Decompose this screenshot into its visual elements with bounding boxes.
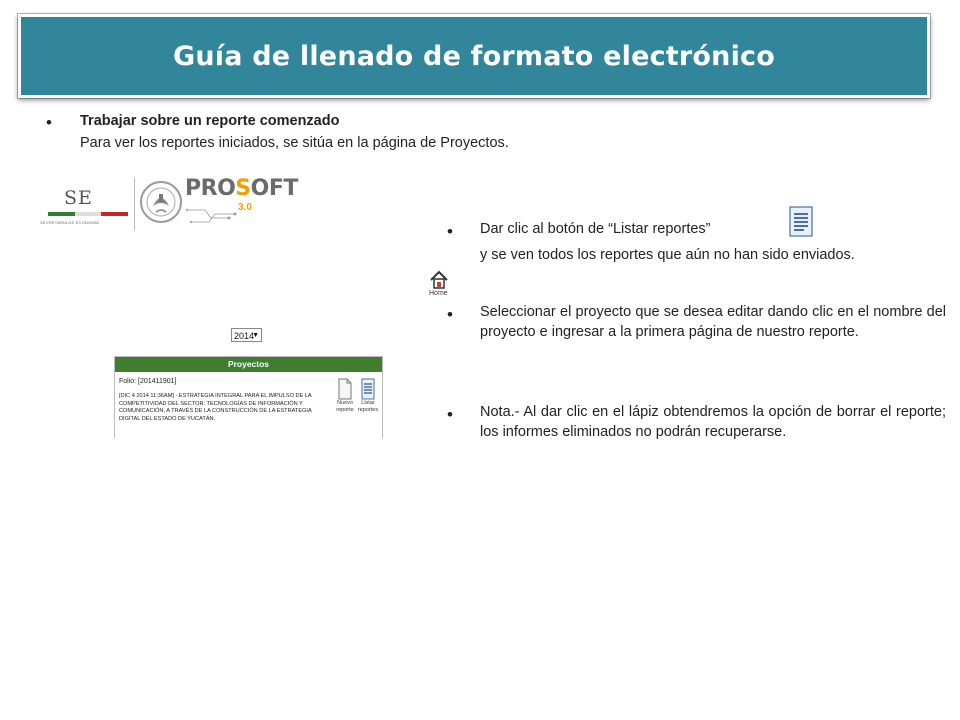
title-banner bbox=[18, 14, 930, 98]
list-reports-button[interactable] bbox=[351, 378, 383, 413]
logos bbox=[40, 172, 298, 234]
page-title: Guía de llenado de formato electrónico bbox=[173, 40, 775, 72]
section-heading: Trabajar sobre un reporte comenzado bbox=[80, 113, 340, 129]
circuit-icon bbox=[185, 204, 245, 228]
home-label: Home bbox=[429, 290, 448, 297]
se-flag-stripe bbox=[48, 212, 128, 216]
bullet-heading: • bbox=[46, 113, 52, 132]
step3-text: Nota.- Al dar clic en el lápiz obtendremos la opción de borrar el reporte; los informes eliminados no podrán recuperarse. bbox=[480, 404, 946, 440]
bullet-step2: • bbox=[447, 305, 453, 324]
project-description[interactable]: [DIC 4 2014 11:36AM] - ESTRATEGIA INTEGRAL PARA EL IMPULSO DE LA COMPETITIVIDAD DEL SECTOR: TECNOLOGÍAS DE INFORMACIÓN Y COMUNICACIÓN, A TRAVÉS DE LA CONSTRUCCIÓN DE LA ESTRATEGIA DIGITAL DEL ESTADO DE YUCATÁN. bbox=[119, 393, 312, 422]
se-logo: SE bbox=[64, 187, 93, 209]
prosoft-logo bbox=[185, 176, 298, 201]
projects-panel bbox=[114, 356, 383, 438]
prosoft-wordmark: PROSOFT bbox=[185, 176, 298, 201]
year-select[interactable] bbox=[231, 328, 262, 342]
chevron-down-icon: ▼ bbox=[252, 332, 259, 339]
list-reports-icon[interactable] bbox=[786, 206, 816, 238]
new-document-icon bbox=[338, 378, 352, 400]
list-reports-label-2: reportes bbox=[357, 406, 379, 413]
list-reports-label-1: Listar bbox=[361, 400, 375, 406]
home-icon bbox=[428, 270, 450, 290]
home-button[interactable] bbox=[428, 270, 450, 300]
se-subtitle: SECRETARÍA DE ECONOMÍA bbox=[40, 220, 100, 225]
step1-line1: Dar clic al botón de “Listar reportes” bbox=[480, 221, 711, 237]
bullet-step3: • bbox=[447, 405, 453, 424]
new-report-label-2: reporte bbox=[336, 406, 354, 413]
project-folio[interactable]: Folio: [201411901] bbox=[119, 378, 177, 385]
bullet-step1: • bbox=[447, 222, 453, 241]
step2-text: Seleccionar el proyecto que se desea editar dando clic en el nombre del proyecto e ingresar a la primera página de nuestro reporte. bbox=[480, 304, 946, 340]
panel-title: Proyectos bbox=[115, 357, 382, 372]
step1-line2: y se ven todos los reportes que aún no han sido enviados. bbox=[480, 247, 855, 263]
section-intro: Para ver los reportes iniciados, se sitúa en la página de Proyectos. bbox=[80, 135, 509, 151]
list-document-icon bbox=[361, 378, 375, 400]
logo-divider bbox=[134, 178, 135, 230]
prosoft-version: 3.0 bbox=[238, 202, 252, 213]
new-report-label-1: Nuevo bbox=[337, 400, 353, 406]
year-value: 2014 bbox=[234, 331, 255, 341]
mexico-seal-icon bbox=[139, 178, 183, 230]
